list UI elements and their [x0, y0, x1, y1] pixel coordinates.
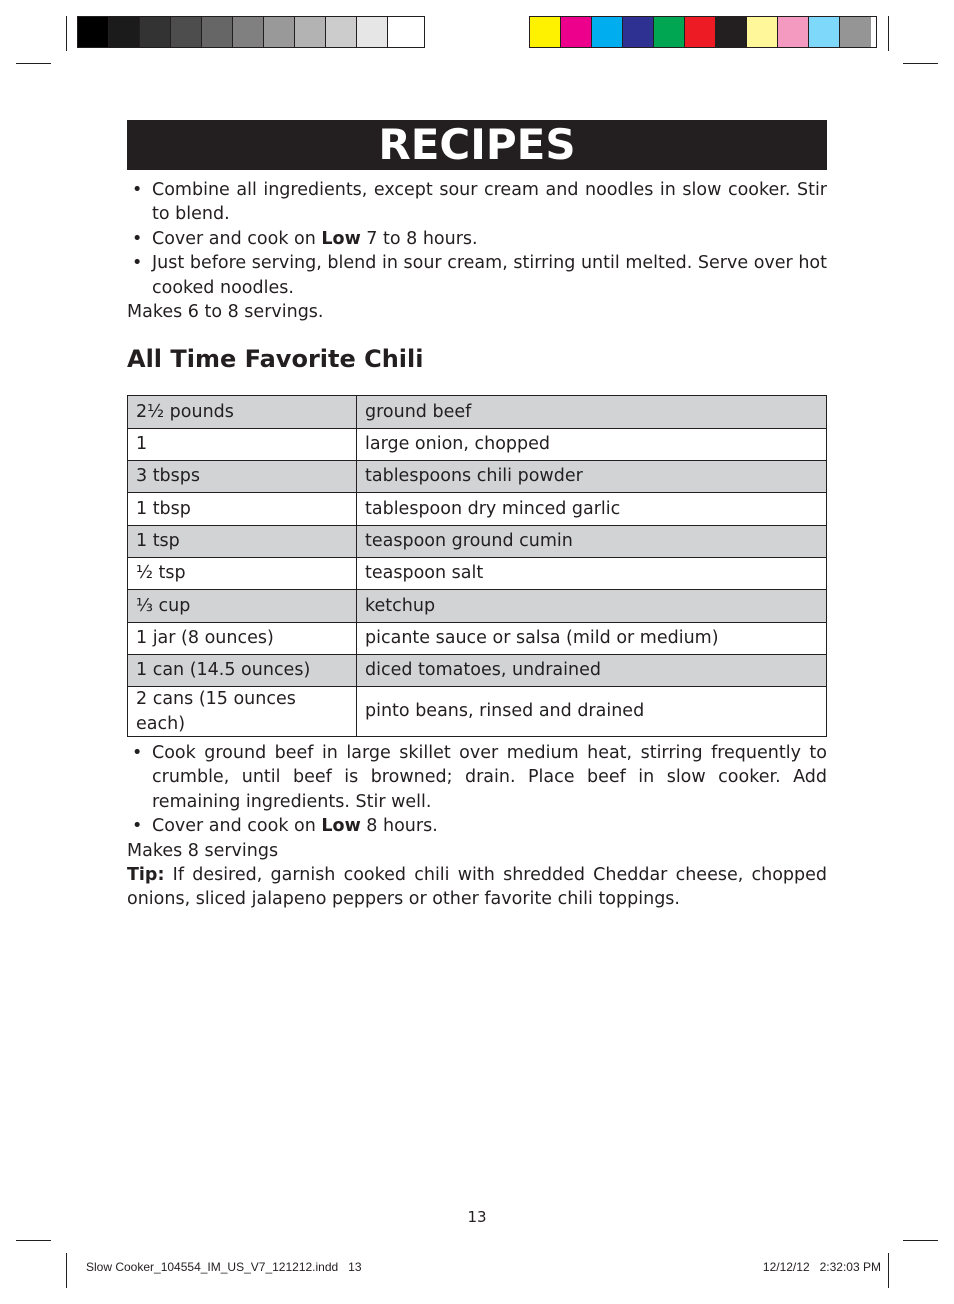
table-row — [128, 687, 827, 737]
list-item — [127, 814, 827, 838]
print-timestamp: 12/12/12 2:32:03 PM — [762, 1260, 881, 1274]
step-text: 7 to 8 hours. — [360, 228, 478, 249]
list-item — [127, 227, 827, 251]
step-emphasis: Low — [321, 816, 361, 837]
color-swatch — [654, 17, 685, 47]
bullet-icon: • — [132, 228, 143, 249]
ingredient-name: large onion, chopped — [357, 428, 827, 460]
step-text: Cover and cook on — [152, 816, 322, 837]
ingredient-quantity: 1 tsp — [128, 525, 357, 557]
file-slug: Slow Cooker_104554_IM_US_V7_121212.indd 13 — [86, 1260, 362, 1274]
page-title-banner — [127, 120, 827, 170]
color-swatch — [109, 17, 140, 47]
grayscale-registration-bar — [77, 16, 425, 48]
crop-mark — [66, 1253, 67, 1288]
color-swatch — [716, 17, 747, 47]
crop-mark — [16, 1240, 51, 1241]
ingredient-quantity: 1 jar (8 ounces) — [128, 622, 357, 654]
color-swatch — [295, 17, 326, 47]
color-swatch — [140, 17, 171, 47]
ingredient-name: teaspoon salt — [357, 557, 827, 589]
table-row — [128, 525, 827, 557]
crop-mark — [903, 1240, 938, 1241]
crop-mark — [888, 16, 889, 51]
tip-label: Tip: — [127, 864, 165, 885]
table-row — [128, 428, 827, 460]
list-item — [127, 251, 827, 300]
step-text: Just before serving, blend in sour cream, stirring until melted. Serve over hot cooked noodles. — [152, 253, 827, 298]
ingredient-quantity: 1 can (14.5 ounces) — [128, 654, 357, 686]
color-swatch — [233, 17, 264, 47]
bullet-icon: • — [132, 742, 143, 763]
ingredient-name: ketchup — [357, 590, 827, 622]
bullet-icon: • — [132, 253, 143, 274]
table-row — [128, 461, 827, 493]
list-item — [127, 741, 827, 814]
color-swatch — [561, 17, 592, 47]
crop-mark — [903, 63, 938, 64]
ingredient-name: teaspoon ground cumin — [357, 525, 827, 557]
table-row — [128, 654, 827, 686]
page-number: 13 — [467, 1208, 487, 1226]
color-swatch — [592, 17, 623, 47]
color-swatch — [809, 17, 840, 47]
ingredient-quantity: 3 tbsps — [128, 461, 357, 493]
table-row — [128, 493, 827, 525]
color-swatch — [171, 17, 202, 47]
color-swatch — [840, 17, 871, 47]
recipe-tip — [127, 863, 827, 912]
bullet-icon: • — [132, 180, 143, 200]
color-swatch — [78, 17, 109, 47]
color-swatch — [326, 17, 357, 47]
color-swatch — [623, 17, 654, 47]
step-emphasis: Low — [321, 228, 361, 249]
color-swatch — [747, 17, 778, 47]
ingredient-quantity: 2½ pounds — [128, 396, 357, 428]
ingredients-table — [127, 395, 827, 736]
color-registration-bar — [529, 16, 877, 48]
ingredient-name: pinto beans, rinsed and drained — [357, 687, 827, 737]
color-swatch — [202, 17, 233, 47]
ingredient-quantity: ½ tsp — [128, 557, 357, 589]
recipe-content — [127, 178, 827, 912]
color-swatch — [778, 17, 809, 47]
crop-mark — [16, 63, 51, 64]
ingredient-quantity: 1 — [128, 428, 357, 460]
ingredient-quantity: 2 cans (15 ounces each) — [128, 687, 357, 737]
ingredient-quantity: 1 tbsp — [128, 493, 357, 525]
table-row — [128, 557, 827, 589]
recipe-yield: Makes 8 servings — [127, 840, 279, 861]
list-item — [127, 178, 827, 227]
ingredient-name: diced tomatoes, undrained — [357, 654, 827, 686]
color-swatch — [388, 17, 419, 47]
crop-mark — [888, 1253, 889, 1288]
table-row — [128, 590, 827, 622]
step-text: Cover and cook on — [152, 228, 322, 249]
tip-text: If desired, garnish cooked chili with shredded Cheddar cheese, chopped onions, sliced jalapeno peppers or other favorite chili toppings. — [127, 864, 827, 910]
recipe-title: All Time Favorite Chili — [127, 345, 424, 374]
step-text: Cook ground beef in large skillet over medium heat, stirring frequently to crumble, until beef is browned; drain. Place beef in slow cooker. Add remaining ingredients. Stir well. — [152, 742, 827, 812]
ingredient-name: tablespoon dry minced garlic — [357, 493, 827, 525]
previous-recipe-steps — [127, 178, 827, 300]
page-title: RECIPES — [378, 120, 576, 169]
step-text: Combine all ingredients, except sour cream and noodles in slow cooker. Stir to blend. — [152, 180, 827, 225]
bullet-icon: • — [132, 816, 143, 837]
color-swatch — [530, 17, 561, 47]
color-swatch — [264, 17, 295, 47]
previous-recipe-yield: Makes 6 to 8 servings. — [127, 302, 324, 323]
ingredient-quantity: ⅓ cup — [128, 590, 357, 622]
ingredient-name: picante sauce or salsa (mild or medium) — [357, 622, 827, 654]
chili-steps — [127, 741, 827, 839]
table-row — [128, 622, 827, 654]
crop-mark — [66, 16, 67, 51]
step-text: 8 hours. — [360, 816, 438, 837]
color-swatch — [357, 17, 388, 47]
ingredient-name: ground beef — [357, 396, 827, 428]
color-swatch — [685, 17, 716, 47]
table-row — [128, 396, 827, 428]
ingredient-name: tablespoons chili powder — [357, 461, 827, 493]
